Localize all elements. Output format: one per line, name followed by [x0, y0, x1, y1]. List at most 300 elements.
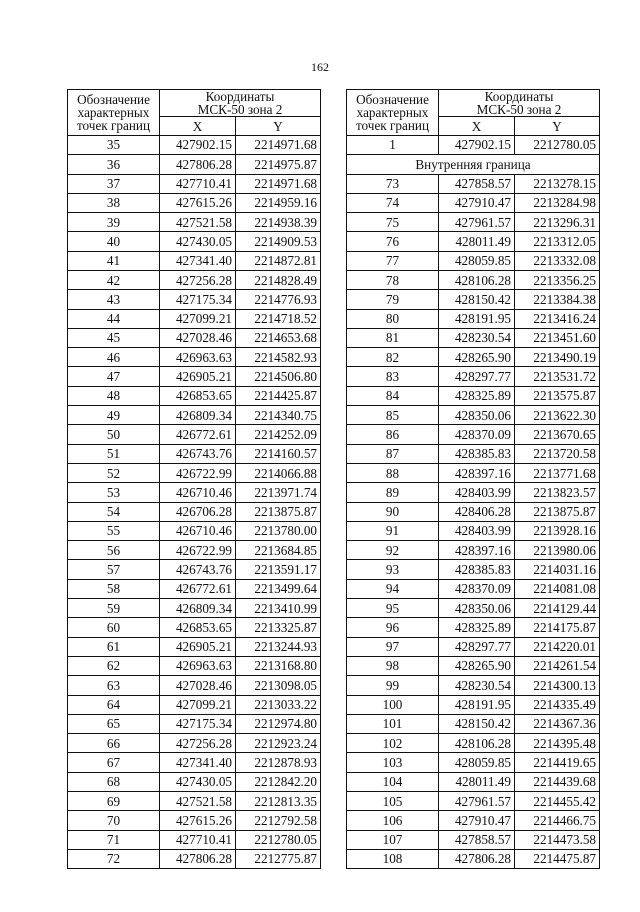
point-id-cell: 95: [347, 599, 439, 618]
point-id-cell: 66: [68, 734, 160, 753]
y-value-cell: 2214367.36: [515, 714, 600, 733]
point-id-cell: 70: [68, 811, 160, 830]
point-id-cell: 37: [68, 174, 160, 193]
point-id-cell: 98: [347, 656, 439, 675]
table-row: [347, 444, 600, 463]
x-value-cell: 426722.99: [160, 463, 236, 482]
point-id-cell: 55: [68, 521, 160, 540]
table-row: [347, 714, 600, 733]
point-id-cell: 39: [68, 213, 160, 232]
table-row: [347, 155, 600, 174]
table-row: [68, 599, 321, 618]
x-value-cell: 426772.61: [160, 579, 236, 598]
point-id-cell: 105: [347, 792, 439, 811]
y-value-cell: 2214776.93: [236, 290, 321, 309]
x-value-cell: 428265.90: [439, 348, 515, 367]
point-id-cell: 84: [347, 386, 439, 405]
point-id-cell: 45: [68, 328, 160, 347]
x-value-cell: 427902.15: [439, 135, 515, 154]
x-value-cell: 427710.41: [160, 174, 236, 193]
left-table-body: [68, 135, 321, 868]
table-row: [68, 830, 321, 849]
y-value-cell: 2214066.88: [236, 463, 321, 482]
point-id-cell: 68: [68, 772, 160, 791]
coordinates-table-left: [67, 89, 321, 869]
y-value-cell: 2214828.49: [236, 270, 321, 289]
table-row: [68, 579, 321, 598]
y-value-cell: 2214340.75: [236, 406, 321, 425]
coordinates-table-right: [346, 89, 600, 869]
y-value-cell: 2213875.87: [236, 502, 321, 521]
x-value-cell: 428106.28: [439, 270, 515, 289]
y-value-cell: 2214455.42: [515, 792, 600, 811]
table-row: [347, 425, 600, 444]
y-value-cell: 2212878.93: [236, 753, 321, 772]
point-id-cell: 63: [68, 676, 160, 695]
table-row: [347, 174, 600, 193]
y-value-cell: 2214261.54: [515, 656, 600, 675]
point-id-cell: 64: [68, 695, 160, 714]
x-value-cell: 428059.85: [439, 251, 515, 270]
y-value-cell: 2213278.15: [515, 174, 600, 193]
x-value-cell: 428350.06: [439, 406, 515, 425]
table-row: [68, 135, 321, 154]
table-row: [68, 656, 321, 675]
y-value-cell: 2214971.68: [236, 135, 321, 154]
table-row: [68, 251, 321, 270]
y-value-cell: 2213622.30: [515, 406, 600, 425]
x-value-cell: 428191.95: [439, 695, 515, 714]
table-row: [68, 367, 321, 386]
point-id-cell: 94: [347, 579, 439, 598]
y-value-cell: 2212974.80: [236, 714, 321, 733]
point-id-cell: 78: [347, 270, 439, 289]
coordinates-header-line: МСК-50 зона 2: [197, 102, 283, 117]
point-id-cell: 44: [68, 309, 160, 328]
x-value-cell: 426809.34: [160, 406, 236, 425]
point-id-cell: 96: [347, 618, 439, 637]
y-value-cell: 2213780.00: [236, 521, 321, 540]
y-value-cell: 2213490.19: [515, 348, 600, 367]
table-row: [68, 811, 321, 830]
y-value-cell: 2214031.16: [515, 560, 600, 579]
table-row: [68, 328, 321, 347]
y-value-cell: 2213531.72: [515, 367, 600, 386]
x-value-cell: 427028.46: [160, 676, 236, 695]
y-value-cell: 2214475.87: [515, 849, 600, 868]
point-id-cell: 85: [347, 406, 439, 425]
point-id-cell: 46: [68, 348, 160, 367]
table-row: [347, 579, 600, 598]
y-value-cell: 2214129.44: [515, 599, 600, 618]
coordinates-header: [439, 90, 600, 117]
y-value-cell: 2213771.68: [515, 463, 600, 482]
x-value-cell: 428350.06: [439, 599, 515, 618]
x-value-cell: 426963.63: [160, 656, 236, 675]
x-value-cell: 428059.85: [439, 753, 515, 772]
y-value-cell: 2214718.52: [236, 309, 321, 328]
y-value-cell: 2212923.24: [236, 734, 321, 753]
x-value-cell: 427256.28: [160, 734, 236, 753]
point-id-cell: 79: [347, 290, 439, 309]
x-value-cell: 427521.58: [160, 792, 236, 811]
table-row: [347, 792, 600, 811]
table-row: [68, 618, 321, 637]
table-row: [68, 772, 321, 791]
table-row: [347, 502, 600, 521]
y-value-cell: 2214909.53: [236, 232, 321, 251]
x-value-cell: 428385.83: [439, 444, 515, 463]
x-value-cell: 428297.77: [439, 637, 515, 656]
x-value-cell: 427430.05: [160, 232, 236, 251]
x-value-cell: 427910.47: [439, 811, 515, 830]
x-value-cell: 426809.34: [160, 599, 236, 618]
x-value-cell: 428397.16: [439, 541, 515, 560]
x-value-cell: 427341.40: [160, 251, 236, 270]
table-row: [347, 406, 600, 425]
y-value-cell: 2213356.25: [515, 270, 600, 289]
table-row: [347, 599, 600, 618]
point-id-cell: 88: [347, 463, 439, 482]
point-id-cell: 93: [347, 560, 439, 579]
table-row: [68, 155, 321, 174]
y-value-cell: 2213244.93: [236, 637, 321, 656]
table-row: [68, 560, 321, 579]
table-row: [68, 386, 321, 405]
table-row: [68, 753, 321, 772]
y-value-cell: 2213296.31: [515, 213, 600, 232]
table-row: [347, 290, 600, 309]
table-row: [347, 753, 600, 772]
right-table-body: [347, 135, 600, 868]
x-value-cell: 426853.65: [160, 618, 236, 637]
designation-header-line: характерных: [356, 104, 429, 120]
table-row: [347, 849, 600, 868]
y-value-cell: 2214439.68: [515, 772, 600, 791]
point-id-cell: 76: [347, 232, 439, 251]
y-value-cell: 2214653.68: [236, 328, 321, 347]
y-value-cell: 2214081.08: [515, 579, 600, 598]
y-value-cell: 2214466.75: [515, 811, 600, 830]
table-row: [68, 483, 321, 502]
point-id-cell: 42: [68, 270, 160, 289]
designation-header-line: Обозначение: [356, 91, 429, 107]
y-header: Y: [236, 117, 321, 136]
coordinates-header: [160, 90, 321, 117]
table-row: [68, 174, 321, 193]
x-value-cell: 426743.76: [160, 560, 236, 579]
x-value-cell: 427961.57: [439, 213, 515, 232]
table-row: [347, 386, 600, 405]
x-value-cell: 428191.95: [439, 309, 515, 328]
y-value-cell: 2213823.57: [515, 483, 600, 502]
table-row: [68, 309, 321, 328]
point-id-cell: 43: [68, 290, 160, 309]
point-id-cell: 107: [347, 830, 439, 849]
table-row: [347, 367, 600, 386]
point-id-cell: 97: [347, 637, 439, 656]
table-row: [68, 406, 321, 425]
x-value-cell: 428325.89: [439, 386, 515, 405]
y-value-cell: 2213384.38: [515, 290, 600, 309]
table-row: [347, 135, 600, 154]
table-row: [347, 328, 600, 347]
table-row: [68, 425, 321, 444]
y-value-cell: 2214425.87: [236, 386, 321, 405]
point-id-cell: 87: [347, 444, 439, 463]
point-id-cell: 99: [347, 676, 439, 695]
table-row: [68, 270, 321, 289]
table-row: [347, 251, 600, 270]
x-value-cell: 426905.21: [160, 637, 236, 656]
x-value-cell: 427099.21: [160, 695, 236, 714]
point-id-cell: 54: [68, 502, 160, 521]
y-value-cell: 2213451.60: [515, 328, 600, 347]
table-row: [68, 502, 321, 521]
coordinates-header-line: Координаты: [484, 89, 554, 104]
designation-header: [68, 90, 160, 136]
x-header: X: [439, 117, 515, 136]
x-value-cell: 427175.34: [160, 290, 236, 309]
y-value-cell: 2214419.65: [515, 753, 600, 772]
point-id-cell: 60: [68, 618, 160, 637]
x-value-cell: 426963.63: [160, 348, 236, 367]
x-value-cell: 427341.40: [160, 753, 236, 772]
y-value-cell: 2214335.49: [515, 695, 600, 714]
y-value-cell: 2212780.05: [236, 830, 321, 849]
point-id-cell: 56: [68, 541, 160, 560]
x-value-cell: 428011.49: [439, 772, 515, 791]
table-row: [68, 676, 321, 695]
table-row: [68, 521, 321, 540]
coordinates-header-line: МСК-50 зона 2: [476, 102, 562, 117]
table-row: [68, 290, 321, 309]
x-value-cell: 427430.05: [160, 772, 236, 791]
x-value-cell: 427615.26: [160, 811, 236, 830]
x-value-cell: 427028.46: [160, 328, 236, 347]
x-value-cell: 426853.65: [160, 386, 236, 405]
x-value-cell: 427710.41: [160, 830, 236, 849]
x-value-cell: 427175.34: [160, 714, 236, 733]
x-value-cell: 427858.57: [439, 174, 515, 193]
y-value-cell: 2214395.48: [515, 734, 600, 753]
designation-header-line: Обозначение: [77, 91, 150, 107]
point-id-cell: 92: [347, 541, 439, 560]
table-row: [68, 714, 321, 733]
table-row: [68, 193, 321, 212]
table-row: [347, 193, 600, 212]
y-value-cell: 2213332.08: [515, 251, 600, 270]
x-value-cell: 426722.99: [160, 541, 236, 560]
point-id-cell: 71: [68, 830, 160, 849]
x-value-cell: 426710.46: [160, 521, 236, 540]
x-value-cell: 428265.90: [439, 656, 515, 675]
y-value-cell: 2213670.65: [515, 425, 600, 444]
designation-header-line: точек границ: [76, 118, 151, 134]
point-id-cell: 40: [68, 232, 160, 251]
y-value-cell: 2213033.22: [236, 695, 321, 714]
x-value-cell: 427961.57: [439, 792, 515, 811]
point-id-cell: 41: [68, 251, 160, 270]
table-row: [347, 309, 600, 328]
page-number: 162: [311, 60, 329, 74]
y-value-cell: 2213499.64: [236, 579, 321, 598]
y-value-cell: 2214473.58: [515, 830, 600, 849]
y-header: Y: [515, 117, 600, 136]
table-row: [68, 348, 321, 367]
table-row: [347, 463, 600, 482]
table-row: [347, 772, 600, 791]
x-value-cell: 428403.99: [439, 521, 515, 540]
table-row: [68, 792, 321, 811]
x-value-cell: 428406.28: [439, 502, 515, 521]
y-value-cell: 2212775.87: [236, 849, 321, 868]
point-id-cell: 57: [68, 560, 160, 579]
point-id-cell: 1: [347, 135, 439, 154]
table-row: [347, 676, 600, 695]
point-id-cell: 77: [347, 251, 439, 270]
point-id-cell: 82: [347, 348, 439, 367]
point-id-cell: 61: [68, 637, 160, 656]
coordinates-header-line: Координаты: [205, 89, 275, 104]
y-value-cell: 2214975.87: [236, 155, 321, 174]
point-id-cell: 59: [68, 599, 160, 618]
x-value-cell: 427806.28: [160, 849, 236, 868]
x-value-cell: 427099.21: [160, 309, 236, 328]
x-value-cell: 428403.99: [439, 483, 515, 502]
x-value-cell: 428150.42: [439, 290, 515, 309]
x-header: X: [160, 117, 236, 136]
point-id-cell: 65: [68, 714, 160, 733]
point-id-cell: 90: [347, 502, 439, 521]
y-value-cell: 2214582.93: [236, 348, 321, 367]
y-value-cell: 2213168.80: [236, 656, 321, 675]
table-row: [68, 541, 321, 560]
point-id-cell: 35: [68, 135, 160, 154]
y-value-cell: 2213591.17: [236, 560, 321, 579]
x-value-cell: 428325.89: [439, 618, 515, 637]
x-value-cell: 428370.09: [439, 579, 515, 598]
table-row: [68, 734, 321, 753]
y-value-cell: 2214506.80: [236, 367, 321, 386]
point-id-cell: 36: [68, 155, 160, 174]
point-id-cell: 52: [68, 463, 160, 482]
point-id-cell: 72: [68, 849, 160, 868]
table-row: [68, 463, 321, 482]
x-value-cell: 427615.26: [160, 193, 236, 212]
x-value-cell: 428297.77: [439, 367, 515, 386]
y-value-cell: 2214971.68: [236, 174, 321, 193]
table-row: [68, 637, 321, 656]
point-id-cell: 91: [347, 521, 439, 540]
table-row: [347, 811, 600, 830]
y-value-cell: 2213416.24: [515, 309, 600, 328]
point-id-cell: 53: [68, 483, 160, 502]
point-id-cell: 100: [347, 695, 439, 714]
table-row: [347, 637, 600, 656]
y-value-cell: 2213720.58: [515, 444, 600, 463]
point-id-cell: 104: [347, 772, 439, 791]
y-value-cell: 2212780.05: [515, 135, 600, 154]
table-row: [347, 734, 600, 753]
point-id-cell: 108: [347, 849, 439, 868]
point-id-cell: 49: [68, 406, 160, 425]
table-row: [347, 656, 600, 675]
section-label: Внутренняя граница: [347, 155, 600, 174]
x-value-cell: 427806.28: [439, 849, 515, 868]
point-id-cell: 102: [347, 734, 439, 753]
point-id-cell: 58: [68, 579, 160, 598]
y-value-cell: 2212792.58: [236, 811, 321, 830]
point-id-cell: 48: [68, 386, 160, 405]
table-row: [68, 232, 321, 251]
point-id-cell: 38: [68, 193, 160, 212]
table-row: [347, 830, 600, 849]
point-id-cell: 75: [347, 213, 439, 232]
point-id-cell: 106: [347, 811, 439, 830]
table-row: [68, 213, 321, 232]
y-value-cell: 2213684.85: [236, 541, 321, 560]
x-value-cell: 428011.49: [439, 232, 515, 251]
x-value-cell: 426905.21: [160, 367, 236, 386]
y-value-cell: 2214959.16: [236, 193, 321, 212]
y-value-cell: 2213410.99: [236, 599, 321, 618]
table-row: [347, 232, 600, 251]
x-value-cell: 426743.76: [160, 444, 236, 463]
y-value-cell: 2213875.87: [515, 502, 600, 521]
x-value-cell: 427858.57: [439, 830, 515, 849]
y-value-cell: 2213980.06: [515, 541, 600, 560]
y-value-cell: 2213575.87: [515, 386, 600, 405]
y-value-cell: 2212813.35: [236, 792, 321, 811]
table-row: [347, 521, 600, 540]
y-value-cell: 2213928.16: [515, 521, 600, 540]
x-value-cell: 427806.28: [160, 155, 236, 174]
table-row: [347, 541, 600, 560]
y-value-cell: 2214938.39: [236, 213, 321, 232]
x-value-cell: 428397.16: [439, 463, 515, 482]
x-value-cell: 428370.09: [439, 425, 515, 444]
x-value-cell: 426710.46: [160, 483, 236, 502]
y-value-cell: 2214300.13: [515, 676, 600, 695]
table-row: [68, 849, 321, 868]
point-id-cell: 81: [347, 328, 439, 347]
point-id-cell: 89: [347, 483, 439, 502]
point-id-cell: 103: [347, 753, 439, 772]
table-row: [347, 695, 600, 714]
designation-header-line: точек границ: [355, 118, 430, 134]
point-id-cell: 51: [68, 444, 160, 463]
x-value-cell: 428385.83: [439, 560, 515, 579]
x-value-cell: 428150.42: [439, 714, 515, 733]
table-row: [347, 270, 600, 289]
table-row: [68, 444, 321, 463]
x-value-cell: 427910.47: [439, 193, 515, 212]
point-id-cell: 47: [68, 367, 160, 386]
y-value-cell: 2212842.20: [236, 772, 321, 791]
x-value-cell: 428230.54: [439, 676, 515, 695]
x-value-cell: 427521.58: [160, 213, 236, 232]
y-value-cell: 2214160.57: [236, 444, 321, 463]
x-value-cell: 428230.54: [439, 328, 515, 347]
y-value-cell: 2213312.05: [515, 232, 600, 251]
x-value-cell: 426706.28: [160, 502, 236, 521]
x-value-cell: 426772.61: [160, 425, 236, 444]
point-id-cell: 73: [347, 174, 439, 193]
y-value-cell: 2213284.98: [515, 193, 600, 212]
point-id-cell: 86: [347, 425, 439, 444]
point-id-cell: 83: [347, 367, 439, 386]
